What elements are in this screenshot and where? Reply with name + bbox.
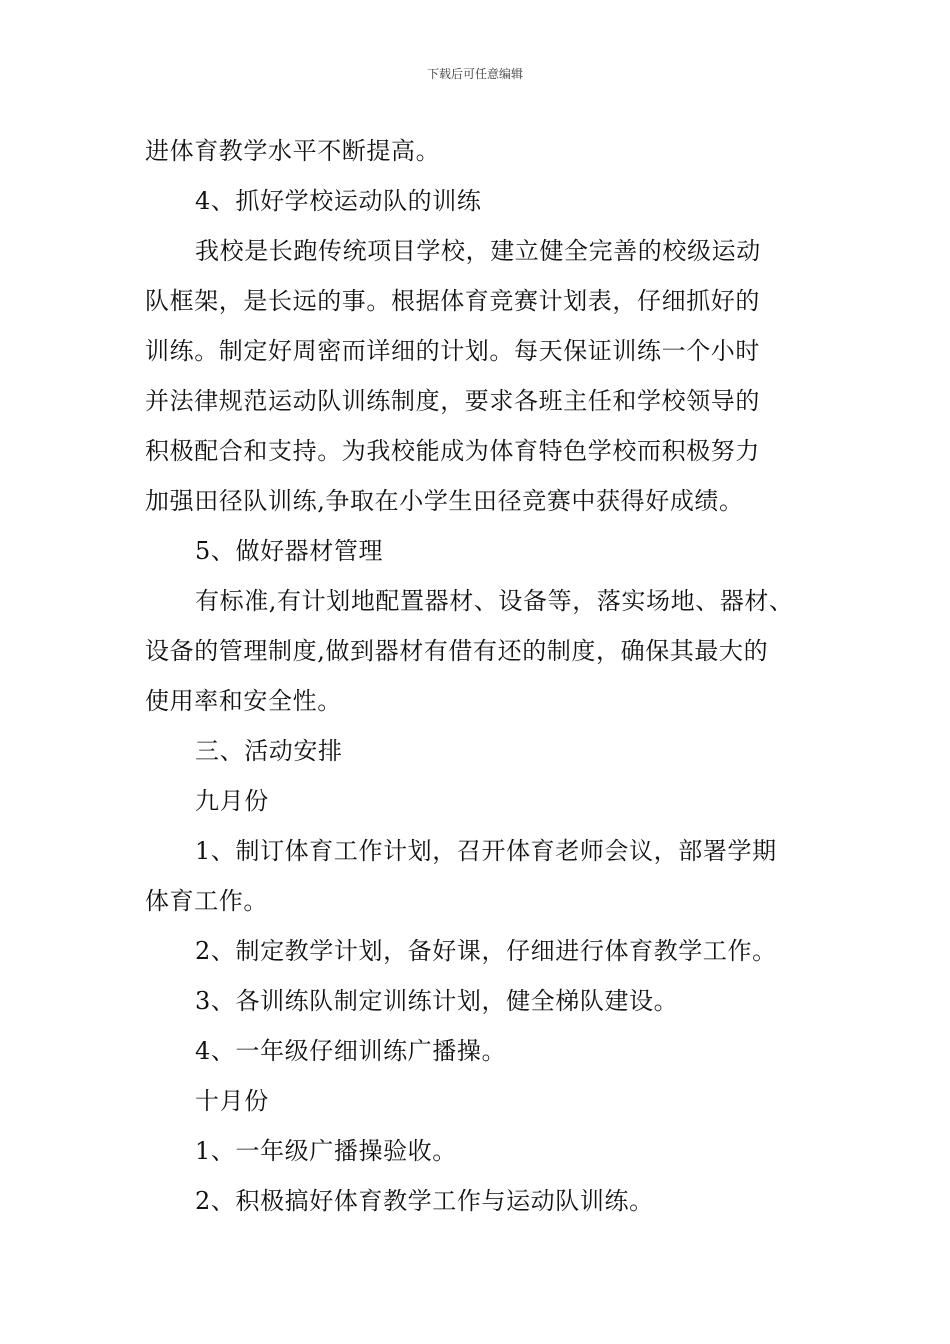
text-line: 我校是长跑传统项目学校，建立健全完善的校级运动 — [195, 237, 761, 265]
month-heading: 十月份 — [195, 1087, 269, 1115]
list-item: 3、各训练队制定训练计划，健全梯队建设。 — [195, 987, 679, 1015]
month-heading: 九月份 — [195, 787, 269, 815]
section-heading: 4、抓好学校运动队的训练 — [195, 187, 482, 215]
text-line: 体育工作。 — [145, 887, 268, 915]
page-header-note: 下载后可任意编辑 — [426, 67, 523, 81]
list-item: 2、制定教学计划，备好课，仔细进行体育教学工作。 — [195, 937, 777, 965]
section-heading: 5、做好器材管理 — [195, 537, 384, 565]
text-line: 训练。制定好周密而详细的计划。每天保证训练一个小时 — [145, 337, 760, 365]
text-line: 使用率和安全性。 — [145, 687, 342, 715]
text-line: 有标准,有计划地配置器材、设备等，落实场地、器材、 — [195, 587, 794, 615]
text-line: 积极配合和支持。为我校能成为体育特色学校而积极努力 — [145, 437, 760, 465]
list-item: 4、一年级仔细训练广播操。 — [195, 1037, 507, 1065]
document-body — [145, 126, 825, 1226]
text-line: 并法律规范运动队训练制度，要求各班主任和学校领导的 — [145, 387, 760, 415]
text-line: 加强田径队训练,争取在小学生田径竞赛中获得好成绩。 — [145, 487, 744, 515]
list-item: 2、积极搞好体育教学工作与运动队训练。 — [195, 1187, 654, 1215]
text-line: 设备的管理制度,做到器材有借有还的制度，确保其最大的 — [145, 637, 769, 665]
section-heading: 三、活动安排 — [195, 737, 343, 765]
list-item: 1、一年级广播操验收。 — [195, 1137, 457, 1165]
text-line: 队框架，是长远的事。根据体育竞赛计划表，仔细抓好的 — [145, 287, 760, 315]
list-item: 1、制订体育工作计划，召开体育老师会议，部署学期 — [195, 837, 777, 865]
text-line: 进体育教学水平不断提高。 — [145, 137, 441, 165]
